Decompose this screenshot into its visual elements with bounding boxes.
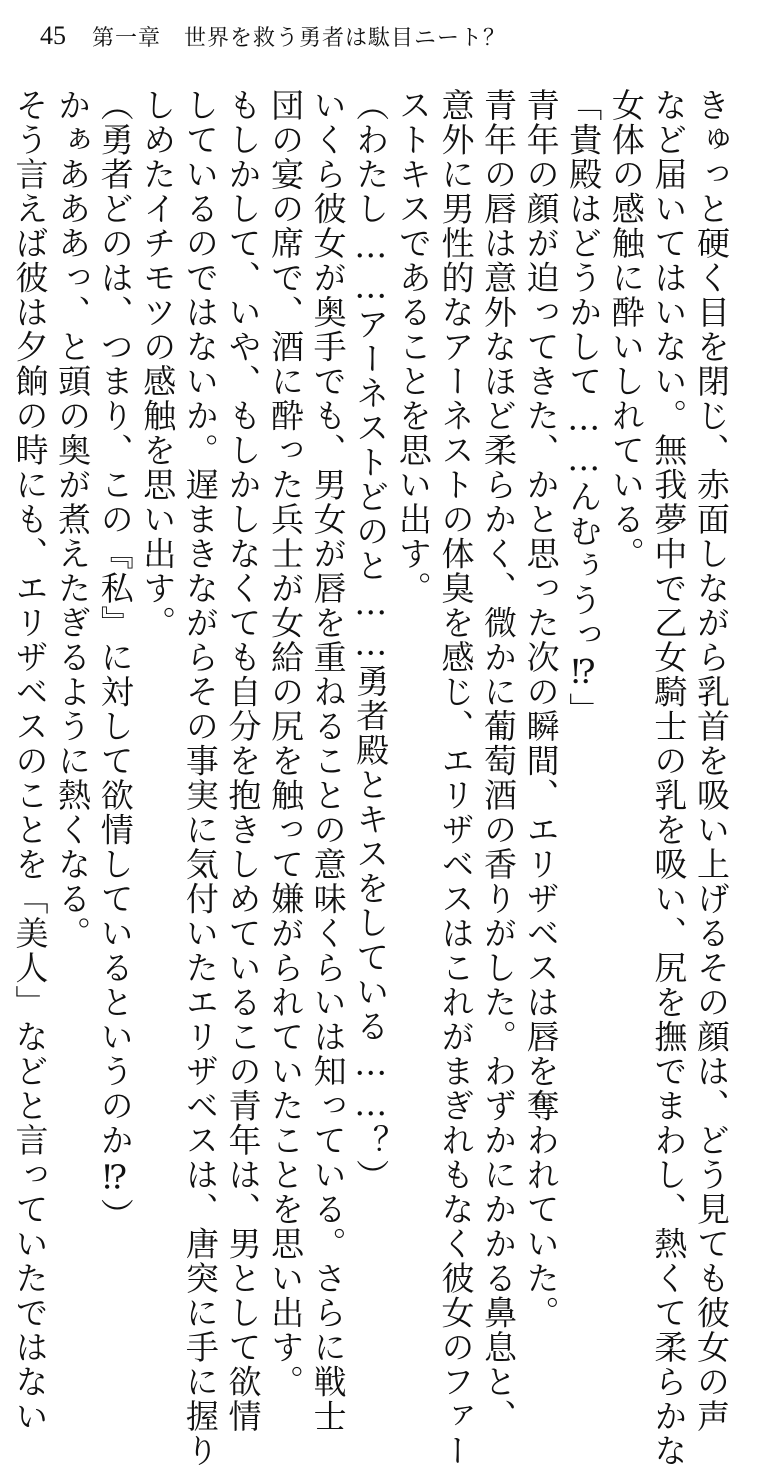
text-line: 女体の感触に酔いしれている。 (606, 88, 646, 571)
text-line: しめたイチモツの感触を思い出す。 (138, 88, 178, 640)
body-text (10, 88, 732, 1468)
page-number: 45 (40, 21, 66, 50)
running-title: 第一章 世界を救う勇者は駄目ニート？ (92, 25, 507, 51)
text-line: そう言えば彼は夕餉の時にも、エリザベスのことを「美人」などと言っていたではない (10, 88, 50, 1434)
text-line: 青年の顔が迫ってきた、かと思った次の瞬間、エリザベスは唇を奪われていた。 (521, 88, 561, 1330)
text-line: きゅっと硬く目を閉じ、赤面しながら乳首を吸い上げるその顔は、どう見ても彼女の声 (692, 88, 731, 1434)
text-line: 「貴殿はどうかして……んむぅうっ⁉」 (564, 88, 604, 727)
text-line: 団の宴の席で、酒に酔った兵士が女給の尻を触って嫌がられていたことを思い出す。 (266, 88, 306, 1399)
text-line: （わたし……アーネストどのと……勇者殿とキスをしている……？） (351, 88, 391, 1194)
text-line: など届いてはいない。無我夢中で乙女騎士の乳を吸い、尻を撫でまわし、熱くて柔らかな (649, 88, 689, 1468)
text-line: 青年の唇は意外なほど柔らかく、微かに葡萄酒の香りがした。わずかにかかる鼻息と、 (479, 88, 519, 1434)
text-line: かぁあああっ、と頭の奥が煮えたぎるように熱くなる。 (53, 88, 93, 951)
text-line: ストキスであることを思い出す。 (393, 88, 433, 606)
text-line: 意外に男性的なアーネストの体臭を感じ、エリザベスはこれがまぎれもなく彼女のファー (436, 88, 476, 1468)
text-line: いくら彼女が奥手でも、男女が唇を重ねることの意味くらいは知っている。さらに戦士 (308, 88, 348, 1434)
text-line: もしかして、いや、もしかしなくても自分を抱きしめているこの青年は、男として欲情 (223, 88, 263, 1434)
page-header (40, 18, 506, 54)
text-line: （勇者どのは、つまり、この『私』に対して欲情しているというのか⁉） (95, 88, 135, 1233)
text-line: しているのではないか。遅まきながらその事実に気付いたエリザベスは、唐突に手に握り (180, 88, 220, 1468)
